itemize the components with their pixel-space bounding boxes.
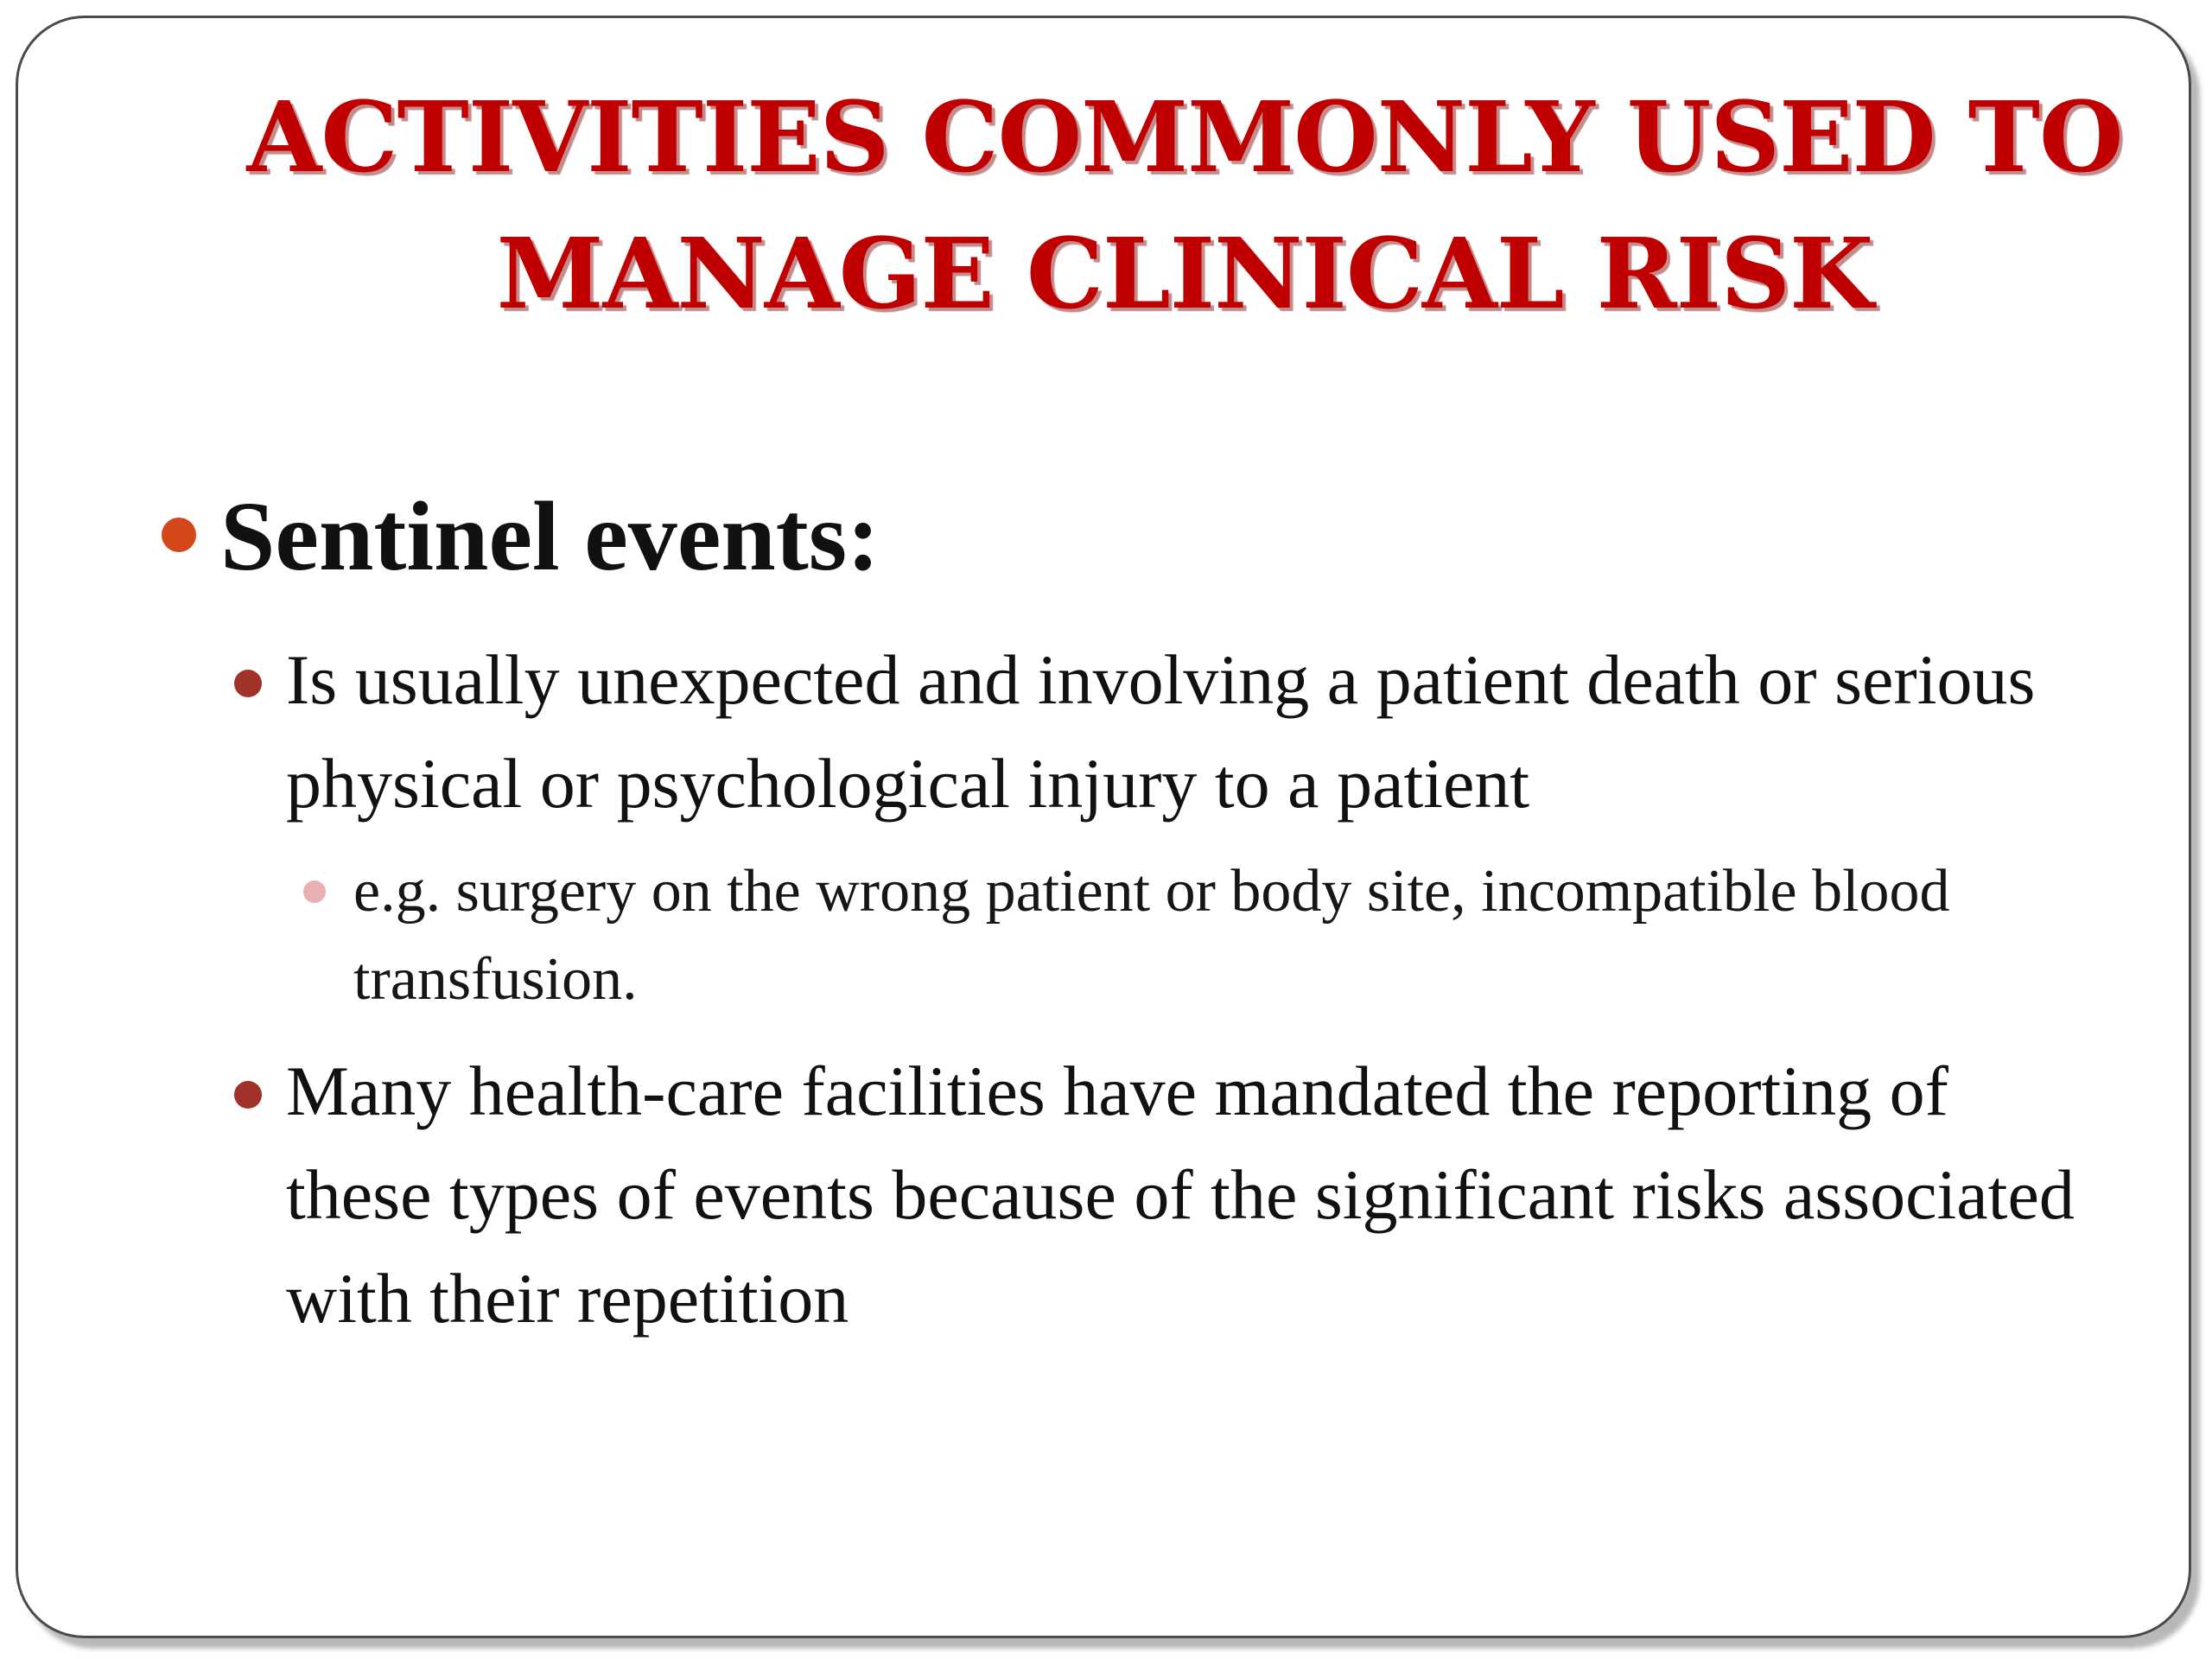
sub-sub-bullet-text: e.g. surgery on the wrong patient or body site, incompatible blood transfusion. (353, 858, 1950, 1013)
slide (16, 16, 2191, 1638)
title-line-2: MANAGE CLINICAL RISK (496, 218, 1873, 331)
bullet-dot-icon (234, 670, 262, 697)
sub-bullet-reporting (286, 1039, 2092, 1351)
title-line-1: ACTIVITIES COMMONLY USED TO (246, 81, 2123, 194)
bullet-sentinel-events (156, 476, 2057, 597)
sub-sub-bullet-example (353, 848, 2082, 1024)
sub-bullet-text: Is usually unexpected and involving a patient death or serious physical or psychological injury to a patient (286, 640, 2036, 823)
bullet-dot-icon (162, 518, 196, 552)
bullet-dot-icon (234, 1081, 262, 1109)
bullet-dot-icon (303, 880, 326, 903)
sub-bullet-definition (286, 628, 2092, 836)
sub-bullet-text: Many health-care facilities have mandated the reporting of these types of events because of the significant risks associated with their repetition (286, 1052, 2075, 1338)
bullet-list (156, 476, 2075, 1351)
bullet-text: Sentinel events: (220, 481, 880, 591)
slide-title (234, 70, 2135, 343)
